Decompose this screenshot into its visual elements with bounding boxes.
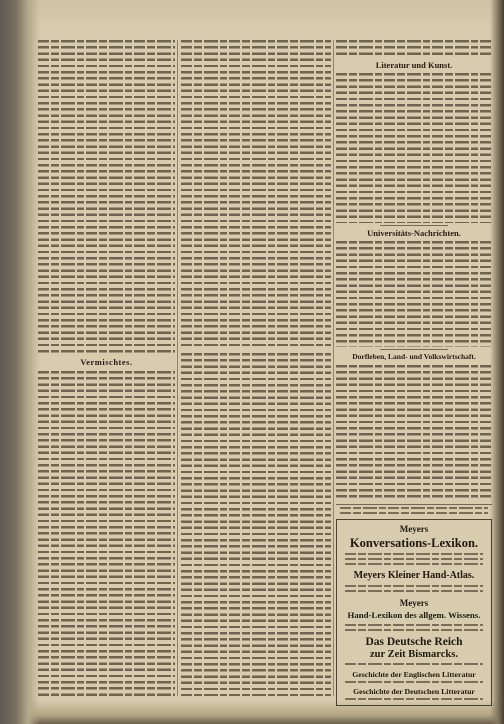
publisher-note <box>340 507 488 517</box>
ad-description <box>345 553 483 567</box>
ad-description <box>345 624 483 634</box>
ad-bismarck-subtitle: zur Zeit Bismarcks. <box>370 649 458 660</box>
ad-description <box>345 681 483 686</box>
ad-englische-litteratur-title: Geschichte der Englischen Litteratur <box>352 670 476 679</box>
ad-meyers-label: Meyers <box>399 524 429 534</box>
column-rule <box>333 40 334 696</box>
article-text-block <box>336 241 492 347</box>
section-divider <box>336 504 492 505</box>
section-heading-literatur: Literatur und Kunst. <box>375 60 453 70</box>
ad-hand-atlas-title: Meyers Kleiner Hand-Atlas. <box>353 570 475 581</box>
article-text-block <box>181 353 331 696</box>
section-divider <box>380 225 448 226</box>
ad-description <box>345 663 483 668</box>
ad-description <box>345 698 483 703</box>
article-text-block <box>38 40 175 356</box>
article-text-block <box>336 40 492 58</box>
ad-deutsche-reich-title: Das Deutsche Reich <box>365 636 463 648</box>
section-heading-dorfleben: Dorfleben, Land- und Volkswirtschaft. <box>352 352 476 361</box>
ad-description <box>345 585 483 595</box>
ad-hand-lexikon-title: Hand-Lexikon des allgem. Wissens. <box>347 610 481 620</box>
ad-konversations-lexikon-title: Konversations-Lexikon. <box>349 536 479 550</box>
section-heading-universitaet: Universitäts-Nachrichten. <box>367 228 461 238</box>
ad-meyers-label: Meyers <box>399 598 429 608</box>
article-text-block <box>336 365 492 501</box>
publisher-advertisement <box>336 519 492 706</box>
article-text-block <box>336 73 492 223</box>
column-rule <box>177 40 178 696</box>
section-heading-vermischtes: Vermischtes. <box>80 357 133 367</box>
section-divider <box>380 349 448 350</box>
ad-deutsche-litteratur-title: Geschichte der Deutschen Litteratur <box>353 687 475 696</box>
article-text-block <box>181 40 331 350</box>
article-text-block <box>38 371 175 696</box>
